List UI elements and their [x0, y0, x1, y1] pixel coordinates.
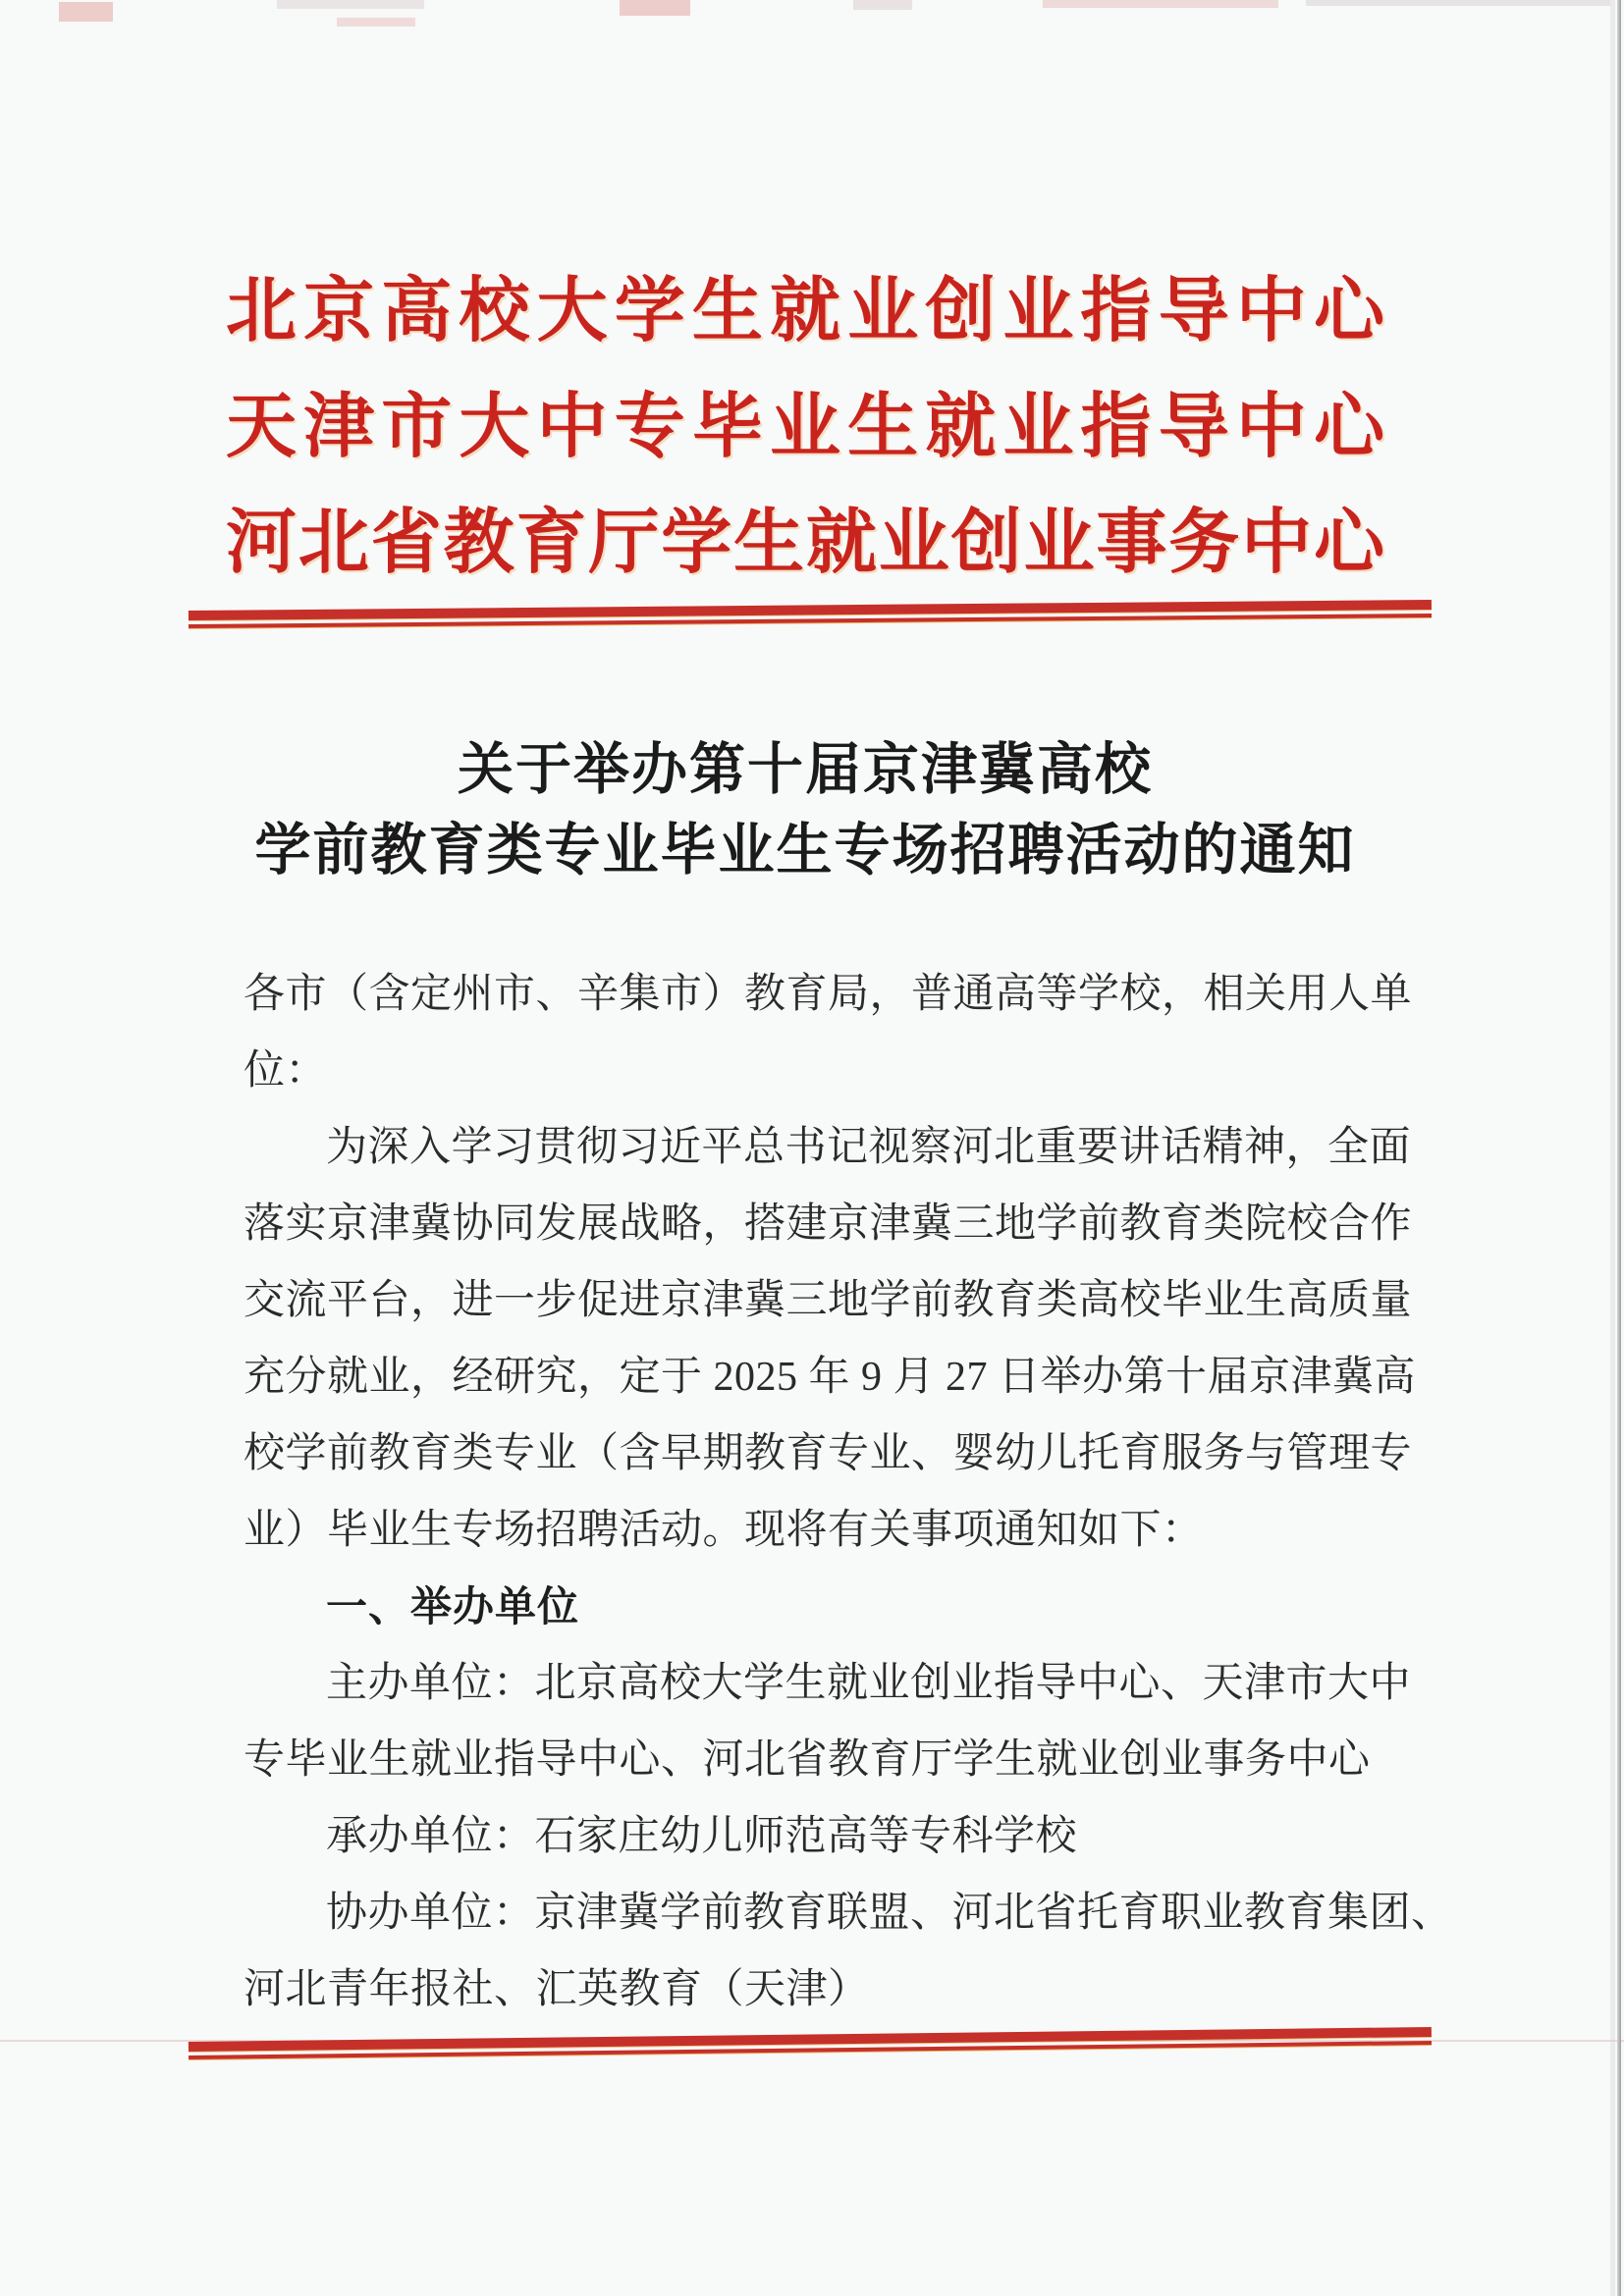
letterhead	[226, 253, 1384, 601]
body-line: 充分就业，经研究，定于 2025 年 9 月 27 日举办第十届京津冀高	[244, 1355, 1417, 1400]
scan-artifact	[277, 0, 424, 9]
page-edge-shadow	[1617, 0, 1621, 2296]
body-line: 落实京津冀协同发展战略，搭建京津冀三地学前教育类院校合作	[244, 1201, 1413, 1247]
document-title	[226, 730, 1384, 891]
letterhead-divider-rule	[189, 600, 1432, 630]
footer-divider-rule	[189, 2027, 1432, 2061]
letterhead-line-2: 天津市大中专毕业生就业指导中心	[226, 388, 1384, 466]
scan-artifact	[1043, 0, 1278, 8]
title-line-1: 关于举办第十届京津冀高校	[458, 739, 1153, 801]
scan-artifact	[337, 18, 415, 27]
page-edge-shadow-soft	[1610, 0, 1615, 2296]
scan-artifact	[853, 0, 912, 10]
body-line: 河北青年报社、汇英教育（天津）	[244, 1967, 870, 2012]
body-line: 主办单位：北京高校大学生就业创业指导中心、天津市大中	[326, 1661, 1412, 1706]
body-line: 为深入学习贯彻习近平总书记视察河北重要讲话精神，全面	[326, 1125, 1412, 1170]
scan-artifact	[59, 2, 113, 22]
body-line: 交流平台，进一步促进京津冀三地学前教育类高校毕业生高质量	[244, 1278, 1413, 1323]
body-line: 校学前教育类专业（含早期教育专业、婴幼儿托育服务与管理专	[244, 1431, 1413, 1476]
section-heading-organizers: 一、举办单位	[326, 1583, 580, 1629]
body-line: 承办单位：石家庄幼儿师范高等专科学校	[326, 1814, 1078, 1859]
body-line: 位：	[244, 1048, 328, 1094]
notice-body	[244, 956, 1453, 2028]
body-line: 各市（含定州市、辛集市）教育局，普通高等学校，相关用人单	[244, 972, 1413, 1017]
letterhead-line-1: 北京高校大学生就业创业指导中心	[226, 272, 1384, 350]
scan-artifact	[620, 0, 690, 16]
body-line: 专毕业生就业指导中心、河北省教育厅学生就业创业事务中心	[244, 1737, 1371, 1783]
scan-artifact	[1306, 0, 1610, 6]
title-line-2: 学前教育类专业毕业生专场招聘活动的通知	[254, 820, 1356, 881]
body-line: 业）毕业生专场招聘活动。现将有关事项通知如下：	[244, 1508, 1204, 1553]
letterhead-line-3: 河北省教育厅学生就业创业事务中心	[226, 504, 1384, 582]
body-line: 协办单位：京津冀学前教育联盟、河北省托育职业教育集团、	[326, 1891, 1453, 1936]
